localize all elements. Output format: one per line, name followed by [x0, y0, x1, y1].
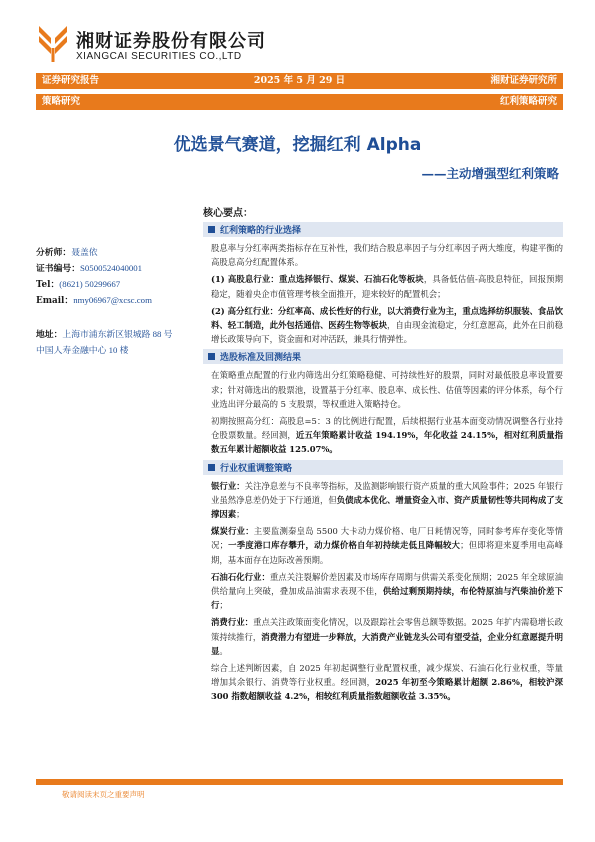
para-emphasis: 一季度港口库存攀升，动力煤价格自年初持续走低且降幅较大: [227, 540, 461, 551]
para-text: ，具备低估值-高股息特征，回报预期稳定，随着央企市值管理考核全面推开，迎来较好的配置机会；: [211, 274, 564, 299]
para-text: 主要监测秦皇岛 5500 大卡动力煤价格、电厂日耗情况等，同时参考库存变化等情况；: [211, 526, 564, 551]
paragraph: [211, 272, 563, 300]
tel-row: [36, 277, 206, 293]
section-title: 红利策略的行业选择: [220, 226, 302, 236]
address-line-2: 中国人寿金融中心 10 楼: [36, 345, 129, 355]
analyst-name: 聂盖依: [71, 247, 98, 257]
analyst-row: [36, 245, 206, 261]
company-name-cn: 湘财证券股份有限公司: [76, 31, 266, 52]
paragraph-coal: [211, 524, 563, 567]
section-header-stock-selection: [203, 349, 563, 364]
section-square-icon: [208, 226, 215, 233]
cert-number: S0500524040001: [80, 263, 143, 273]
para-emphasis: 2025 年初至今策略累计超额 2.86%，相较沪深 300 指数超额收益 4.2%，相较红利质量指数超额收益 3.35%。: [211, 677, 564, 702]
footer-disclaimer-link[interactable]: 敬请阅读末页之重要声明: [62, 790, 145, 799]
address-line-1: 上海市浦东新区银城路 88 号: [62, 329, 173, 339]
section-title: 行业权重调整策略: [220, 463, 293, 474]
section-title: 选股标准及回测结果: [220, 353, 302, 364]
para-text: 综合上述判断因素，自 2025 年初起调整行业配置权重，减少煤炭、石油石化行业权重，等量增加其余银行、消费等行业权重。经回测，: [211, 663, 563, 688]
key-points-heading: 核心要点：: [203, 208, 253, 219]
para-text: 重点关注政策面变化情况，以及跟踪社会零售总额等数据。2025 年扩内需稳增长政策持续推行，: [211, 617, 563, 642]
address-row: [36, 327, 206, 343]
para-lead: 煤炭行业：: [211, 526, 254, 537]
email-address[interactable]: nmy06967@xcsc.com: [73, 295, 152, 305]
paragraph-summary: [211, 661, 563, 704]
report-date: 2025 年 5 月 29 日: [253, 75, 346, 86]
para-text: ；: [219, 600, 228, 611]
section-header-industry-selection: [203, 222, 563, 237]
address-label: 地址：: [36, 330, 63, 340]
para-lead: (2) 高分红行业：: [211, 305, 278, 316]
para-lead: (1) 高股息行业：: [211, 274, 279, 285]
report-subcategory: 红利策略研究: [499, 96, 557, 107]
section-header-weight-adjustment: [203, 460, 563, 475]
para-emphasis: 重点选择银行、煤炭、石油石化等板块: [278, 274, 424, 285]
company-logo-icon: [36, 24, 70, 64]
institute-name: 湘财证券研究所: [490, 75, 557, 86]
report-subtitle: ——主动增强型红利策略: [421, 166, 559, 181]
para-text: 重点关注裂解价差因素及市场库存周期与供需关系变化预期；2025 年全球原油供给量向上突破，叠加成品油需求表现不佳，: [211, 571, 563, 597]
header-bar-top: [36, 73, 563, 89]
tel-number: (8621) 50299667: [59, 279, 121, 289]
paragraph-consumer: [211, 615, 563, 658]
cert-label: 证书编号：: [36, 264, 80, 274]
footer-divider: [36, 779, 563, 785]
para-text: 。: [219, 645, 228, 656]
paragraph: [211, 414, 563, 457]
section-square-icon: [208, 464, 215, 471]
paragraph: [211, 304, 563, 347]
para-emphasis: 近五年策略累计收益 194.19%，年化收益 24.15%，相对红利质量指数五年累计超额收益 125.07%。: [211, 430, 563, 455]
email-row: [36, 293, 206, 309]
report-type: 证券研究报告: [42, 75, 100, 86]
para-text: 初期按照高分红：高股息=5：3 的比例进行配置，后续根据行业基本面变动情况调整各行业持仓股票数量。经回测，: [211, 416, 563, 441]
para-emphasis: 分红率高、成长性好的行业，以大消费行业为主，重点选择纺织服装、食品饮料、轻工制造，此外包括通信、医药生物等板块: [211, 305, 564, 331]
key-points-column: [203, 204, 563, 707]
para-emphasis: 供给过剩预期持续，布伦特原油与汽柴油价差下行: [211, 586, 563, 611]
paragraph: 股息率与分红率两类指标存在互补性，我们结合股息率因子与分红率因子两大维度，构建平衡的高股息高分红配置体系。: [211, 243, 563, 268]
para-text: ；: [236, 509, 245, 520]
address-row-2: [36, 343, 206, 359]
para-text: ；但即将迎来夏季用电高峰期，基本面存在边际改善预期。: [211, 540, 564, 565]
paragraph-bank: [211, 479, 563, 522]
para-emphasis: 负债成本优化、增量资金入市、资产质量韧性等共同构成了支撑因素: [211, 494, 564, 520]
para-lead: 银行业：: [211, 480, 245, 491]
paragraph-oil: [211, 570, 563, 613]
cert-row: [36, 261, 206, 277]
para-lead: 消费行业：: [211, 617, 254, 628]
company-name-en: XIANGCAI SECURITIES CO.,LTD: [76, 51, 242, 62]
para-lead: 石油石化行业：: [211, 571, 270, 582]
section-square-icon: [208, 353, 215, 360]
analyst-label: 分析师：: [36, 248, 72, 258]
report-category: 策略研究: [42, 96, 81, 107]
analyst-info: [36, 245, 206, 359]
para-emphasis: 消费潜力有望进一步释放，大消费产业链龙头公司有望受益，企业分红意愿提升明显: [211, 631, 564, 656]
header-bar-bottom: [36, 94, 563, 110]
report-title: 优选景气赛道，挖掘红利 Alpha: [173, 135, 422, 155]
para-text: 关注净息差与不良率等指标，及监测影响银行资产质量的重大风险事件；2025 年银行业虽然净息差仍处于下行通道，但: [211, 480, 563, 505]
email-label: Email：: [36, 296, 74, 306]
tel-label: Tel：: [36, 280, 60, 290]
para-text: ，自由现金流稳定，分红意愿高，此外在日前稳增长政策导向下，资金面和对冲活跃，兼具行情弹性。: [211, 320, 564, 345]
paragraph: 在策略重点配置的行业内筛选出分红策略稳健、可持续性好的股票，同时对最低股息率设置要求；针对筛选出的股票池，设置基于分红率、股息率、成长性、估值等因素的评分体系，每个行业选出评分最高的 5 支股票，等权重进入策略持仓。: [211, 370, 563, 409]
